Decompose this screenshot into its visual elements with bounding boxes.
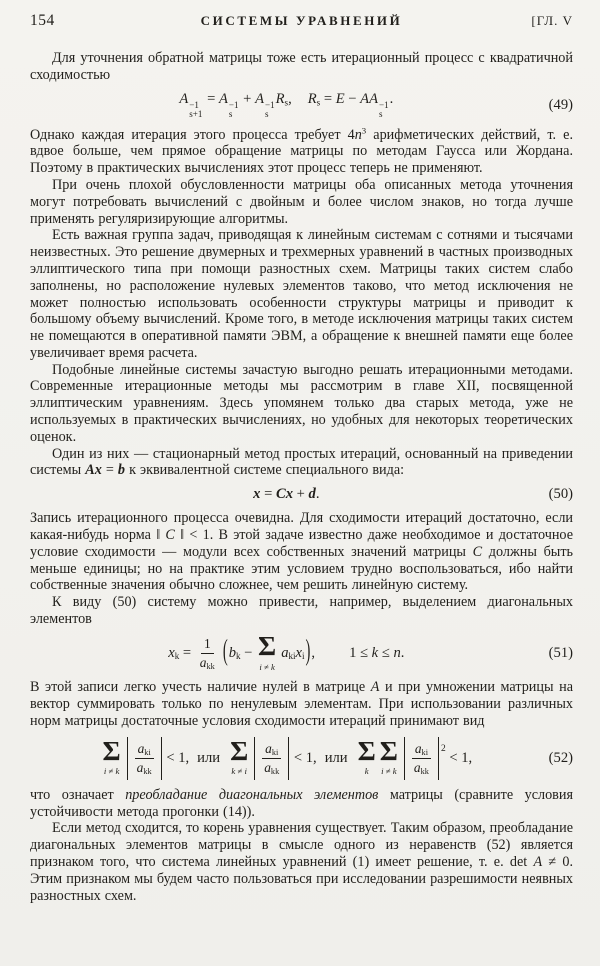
page-number: 154 bbox=[30, 12, 55, 29]
para-ill-conditioned: При очень плохой обусловленности матрицы оба описанных метода уточнения могут потребовать вычислений с двойным и более числом знаков, но тогда лучше применять регуляризирующие алгоритмы. bbox=[30, 176, 573, 227]
equation-52-body: Σ i ≠ k aki akk < 1, или Σ k ≠ i aki akk < 1, или Σ k Σ i ≠ k aki akk $^2$ < 1, bbox=[30, 737, 543, 780]
para-inverse-matrix-iteration: Для уточнения обратной матрицы тоже есть итерационный процесс с квадратичной сходимостью bbox=[30, 50, 573, 83]
equation-50-number: (50) bbox=[548, 486, 573, 503]
equation-49-body: A −1 s+1 = A −1 s + A −1 s Rs, Rs = E − AA −1 s . bbox=[179, 90, 394, 120]
para-diagonal-extraction: К виду (50) систему можно привести, например, выделением диагональных элементов bbox=[30, 594, 573, 628]
para-solvability-criterion: Если метод сходится, то корень уравнения существует. Таким образом, преобладание диагональных элементов матрицы в смысле одного из неравенств (52) является признаком того, что система линейных уравнений (1) имеет решение, т. е. det A ≠ 0. Этим признаком мы будем часто пользоваться при исследовании разрешимости неявных разностных схем. bbox=[30, 820, 573, 904]
equation-50-body: x = Cx + d. bbox=[253, 486, 320, 503]
equation-51-number: (51) bbox=[548, 644, 573, 661]
equation-50 bbox=[30, 486, 573, 503]
equation-52 bbox=[30, 737, 573, 780]
equation-51 bbox=[30, 631, 573, 672]
running-title: СИСТЕМЫ УРАВНЕНИЙ bbox=[200, 13, 403, 28]
equation-49 bbox=[30, 91, 573, 120]
page-body bbox=[30, 50, 573, 904]
para-iteration-cost: Однако каждая итерация этого процесса требует $4n^3$ арифметических действий, т. е. вдвое больше, чем прямое обращение матрицы по методам Гаусса или Жордана. Поэтому в практических вычислениях этот процесс теперь не применяют. bbox=[30, 125, 573, 177]
para-large-sparse-systems: Есть важная группа задач, приводящая к линейным системам с сотнями и тысячами неизвестных. Это решение двумерных и трехмерных уравнений в частных производных эллиптического типа при помощи разностных схем. Матрицы таких систем слабо заполнены, но расположение нулевых элементов таково, что метод исключения не может полностью использовать особенности структуры матрицы и приводит к большому объему вычислений. Кроме того, в методе исключения матрицы таких систем не помещаются в оперативной памяти ЭВМ, а обращение к внешней памяти еще более увеличивает время расчета. bbox=[30, 227, 573, 361]
page-header bbox=[30, 12, 573, 30]
equation-51-body: xk = 1 akk (bk − Σ i ≠ k akixi), 1 ≤ k ≤ n. bbox=[168, 631, 405, 672]
equation-49-number: (49) bbox=[548, 96, 573, 113]
para-sparse-multiplication: В этой записи легко учесть наличие нулей в матрице A и при умножении матрицы на вектор суммировать только по ненулевым элементам. При использовании различных норм матрицы достаточные условия сходимости итераций принимают вид bbox=[30, 679, 573, 729]
para-iterative-methods-intro: Подобные линейные системы зачастую выгодно решать итерационными методами. Современные итерационные методы мы рассмотрим в главе XII, посвященной эллиптическим уравнениям. Здесь упомянем только два старых метода, уже не используемых в практических вычислениях, но удобных для некоторых теоретических оценок. bbox=[30, 361, 573, 445]
equation-52-number: (52) bbox=[548, 749, 573, 766]
para-simple-iteration-method: Один из них — стационарный метод простых итераций, основанный на приведении системы Ax = b к эквивалентной системе специального вида: bbox=[30, 445, 573, 479]
para-convergence-condition: Запись итерационного процесса очевидна. Для сходимости итераций достаточно, если какая-нибудь норма ‖ C ‖ < 1. В этой задаче известно даже необходимое и достаточное условие сходимости — модули всех собственных значений матрицы C должны быть меньше единицы; но на практике этим условием трудно воспользоваться, ибо найти собственные значения обычно сложнее, чем решить линейную систему. bbox=[30, 510, 573, 594]
para-diagonal-dominance: что означает преобладание диагональных элементов матрицы (сравните условия устойчивости метода прогонки (14)). bbox=[30, 786, 573, 820]
chapter-reference: [ГЛ. V bbox=[531, 13, 573, 28]
